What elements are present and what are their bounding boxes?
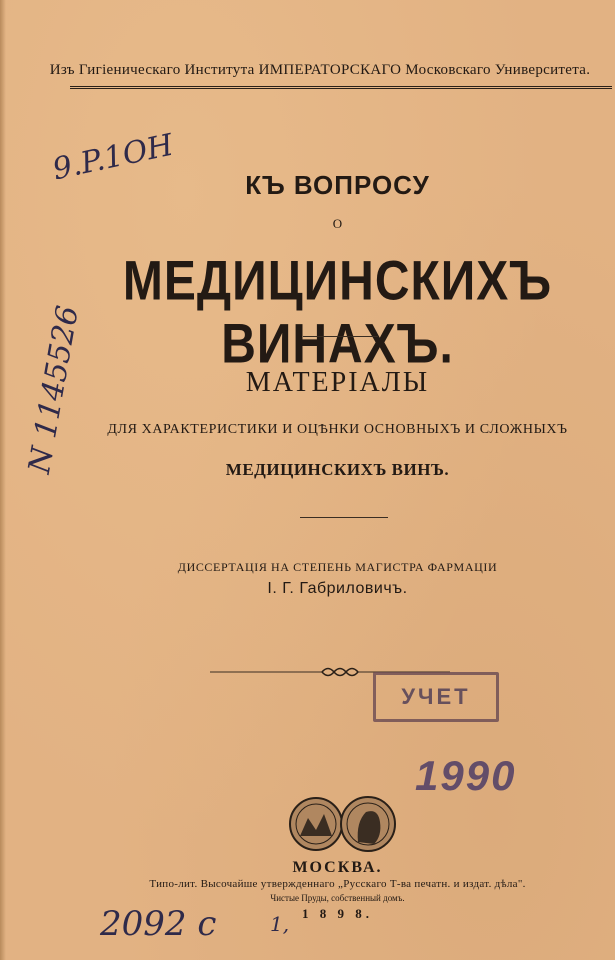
page-edge-shadow <box>0 0 6 960</box>
imprint-year: 1 8 9 8. <box>302 906 373 921</box>
handwritten-inventory-number: N 1145526 <box>22 303 86 477</box>
divider-1 <box>303 336 378 337</box>
inventory-number-stamp: 1990 <box>415 752 517 799</box>
record-stamp: УЧЕТ <box>373 672 499 722</box>
header-double-rule <box>70 86 612 89</box>
main-title: МЕДИЦИНСКИХЪ ВИНАХЪ. <box>122 251 553 376</box>
handwritten-shelfmark: 9.P.1ОН <box>49 127 177 188</box>
title-connector: О <box>332 216 343 231</box>
imprint-city: МОСКВА. <box>292 859 383 876</box>
institute-header: Изъ Гигіеническаго Института ИМПЕРАТОРСКАГО Московскаго Университета. <box>49 62 591 78</box>
medals-emblem <box>288 792 400 856</box>
imprint-printer: Типо-лит. Высочайше утвержденнаго „Русскаго Т-ва печатн. и издат. дѣла". <box>149 878 526 890</box>
title-line-1: КЪ ВОПРОСУ <box>245 170 430 200</box>
dissertation-line: ДИССЕРТАЦІЯ НА СТЕПЕНЬ МАГИСТРА ФАРМАЦІИ <box>177 560 498 574</box>
characteristics-line: ДЛЯ ХАРАКТЕРИСТИКИ И ОЦѢНКИ ОСНОВНЫХЪ И СЛОЖНЫХЪ <box>107 422 568 437</box>
handwritten-mark: 1, <box>270 912 290 936</box>
materials-heading: МАТЕРІАЛЫ <box>245 367 430 398</box>
author-name: І. Г. Габриловичъ. <box>267 580 408 597</box>
wines-line: МЕДИЦИНСКИХЪ ВИНЪ. <box>225 460 450 479</box>
divider-2 <box>300 517 388 518</box>
imprint-address: Чистые Пруды, собственный домъ. <box>270 893 405 903</box>
handwritten-catalog-number: 2092 с <box>100 904 217 944</box>
